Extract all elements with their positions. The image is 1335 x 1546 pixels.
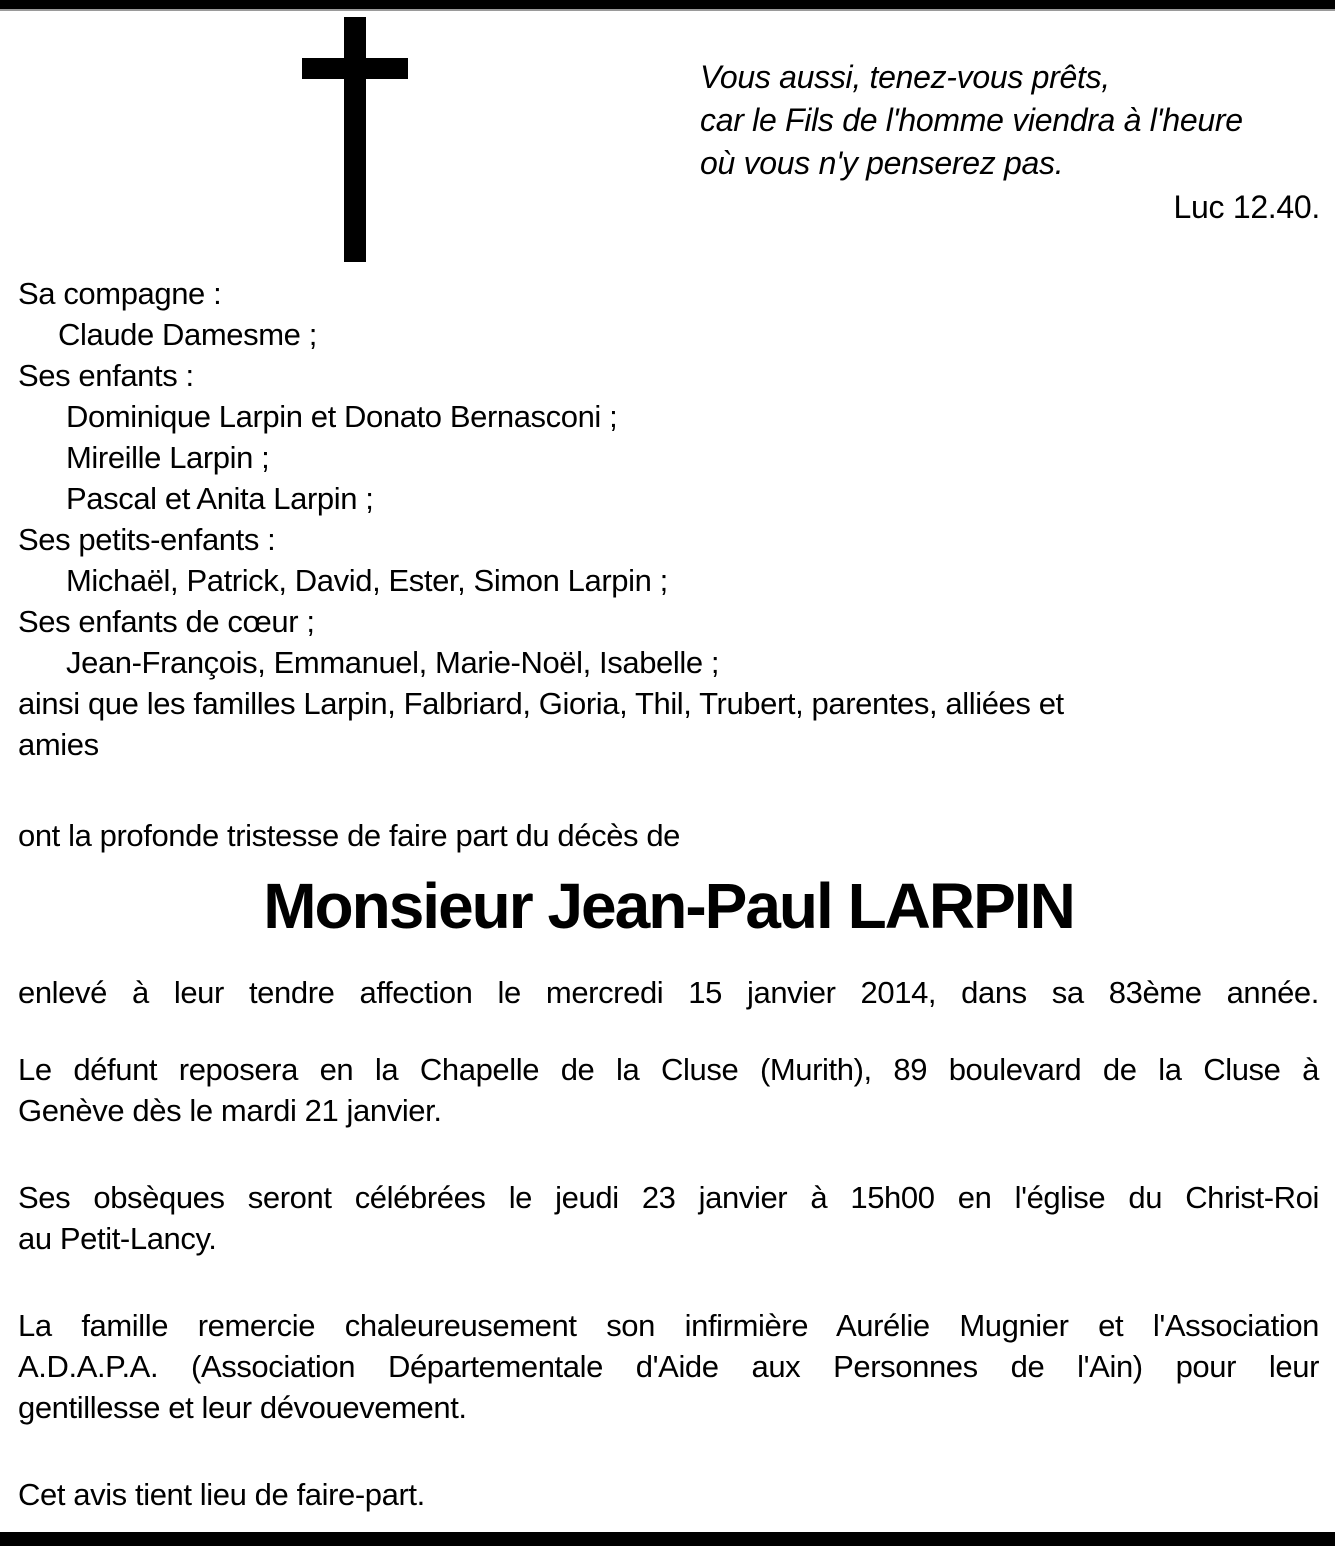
paragraph-line: A.D.A.P.A. (Association Départementale d'Aide aux Personnes de l'Ain) pour leur	[18, 1349, 1319, 1384]
paragraph-line: gentillesse et leur dévouevement.	[18, 1390, 467, 1425]
paragraph-line: Ses obsèques seront célébrées le jeudi 23 janvier à 15h00 en l'église du Christ-Roi	[18, 1180, 1319, 1215]
cross-vertical-bar	[344, 17, 366, 262]
family-line: amies	[18, 727, 99, 762]
family-line: Pascal et Anita Larpin ;	[66, 481, 374, 516]
deceased-name: Monsieur Jean-Paul LARPIN	[263, 870, 1074, 942]
scripture-line: car le Fils de l'homme viendra à l'heure	[700, 102, 1243, 138]
announcement-text: ont la profonde tristesse de faire part du décès de	[18, 818, 681, 853]
family-line: Sa compagne :	[18, 276, 222, 311]
thanks-paragraph	[18, 1305, 1319, 1428]
family-line: Ses petits-enfants :	[18, 522, 276, 557]
family-line: ainsi que les familles Larpin, Falbriard, Gioria, Thil, Trubert, parentes, alliées et	[18, 686, 1064, 721]
family-line: Michaël, Patrick, David, Ester, Simon Larpin ;	[66, 563, 668, 598]
family-line: Dominique Larpin et Donato Bernasconi ;	[66, 399, 618, 434]
closing-text: Cet avis tient lieu de faire-part.	[18, 1477, 425, 1512]
scripture-line: Vous aussi, tenez-vous prêts,	[700, 59, 1110, 95]
death-date-paragraph	[18, 972, 1319, 1013]
scripture-reference: Luc 12.40.	[1173, 189, 1320, 225]
scripture-line: où vous n'y penserez pas.	[700, 145, 1064, 181]
paragraph-line: enlevé à leur tendre affection le mercredi 15 janvier 2014, dans sa 83ème année.	[18, 975, 1319, 1010]
family-line: Claude Damesme ;	[58, 317, 317, 352]
notice-body	[0, 273, 1335, 1515]
family-line: Ses enfants de cœur ;	[18, 604, 315, 639]
repose-paragraph	[18, 1049, 1319, 1131]
family-line: Mireille Larpin ;	[66, 440, 270, 475]
header	[0, 0, 1335, 273]
cross-horizontal-bar	[302, 58, 408, 79]
family-line: Jean-François, Emmanuel, Marie-Noël, Isabelle ;	[66, 645, 720, 680]
family-list	[18, 273, 1319, 765]
funeral-paragraph	[18, 1177, 1319, 1259]
scripture-quote	[700, 56, 1320, 229]
paragraph-line: La famille remercie chaleureusement son infirmière Aurélie Mugnier et l'Association	[18, 1308, 1319, 1343]
family-line: Ses enfants :	[18, 358, 194, 393]
bottom-rule	[0, 1532, 1335, 1546]
christian-cross-icon	[302, 17, 408, 262]
paragraph-line: Le défunt reposera en la Chapelle de la Cluse (Murith), 89 boulevard de la Cluse à	[18, 1052, 1319, 1087]
paragraph-line: Genève dès le mardi 21 janvier.	[18, 1093, 442, 1128]
paragraph-line: au Petit-Lancy.	[18, 1221, 217, 1256]
